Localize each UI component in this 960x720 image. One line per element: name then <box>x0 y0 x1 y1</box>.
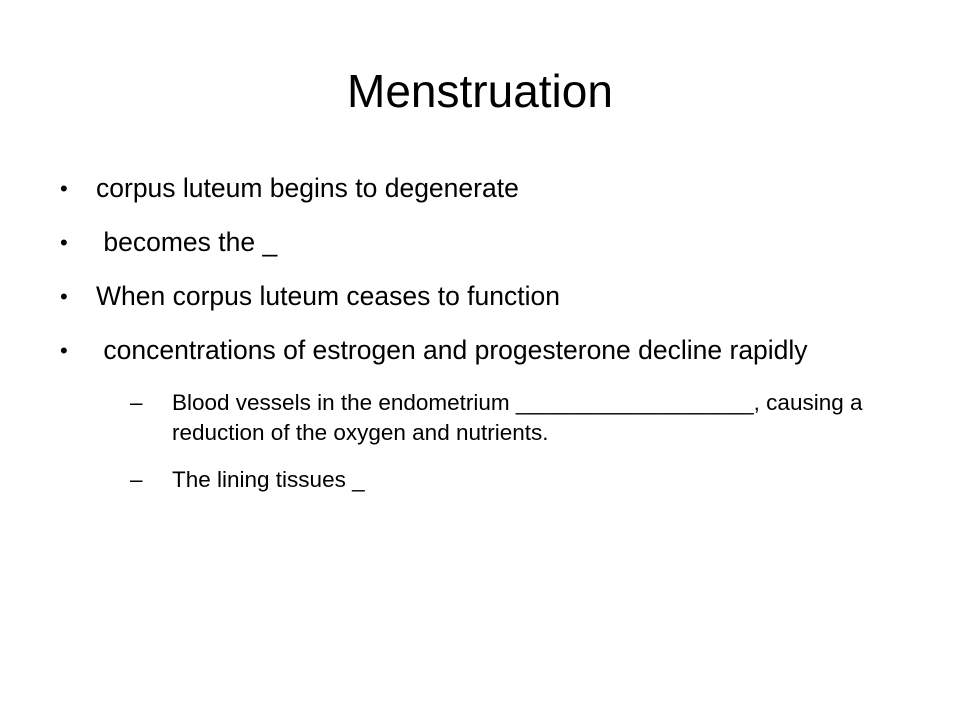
bullet-marker: • <box>60 338 68 363</box>
bullet-marker: • <box>60 284 68 309</box>
sub-bullet-marker: – <box>130 390 143 415</box>
bullet-list <box>60 172 920 512</box>
bullet-item <box>60 172 920 205</box>
bullet-text: concentrations of estrogen and progesterone decline rapidly <box>96 335 808 365</box>
sub-bullet-item <box>130 388 920 448</box>
bullet-text: corpus luteum begins to degenerate <box>96 173 519 203</box>
sub-bullet-text: The lining tissues _ <box>172 467 365 492</box>
bullet-text: When corpus luteum ceases to function <box>96 281 560 311</box>
bullet-text: becomes the _ <box>96 227 278 257</box>
sub-bullet-text: Blood vessels in the endometrium ___________________, causing a reduction of the oxygen and nutrients. <box>172 390 869 445</box>
slide-title: Menstruation <box>347 65 613 117</box>
bullet-item <box>60 226 920 259</box>
sub-bullet-list <box>130 388 920 495</box>
sub-bullet-marker: – <box>130 467 143 492</box>
bullet-marker: • <box>60 176 68 201</box>
sub-bullet-item <box>130 465 920 495</box>
bullet-item <box>60 334 920 367</box>
bullet-marker: • <box>60 230 68 255</box>
bullet-item <box>60 280 920 313</box>
sub-bullet-group <box>60 388 920 495</box>
